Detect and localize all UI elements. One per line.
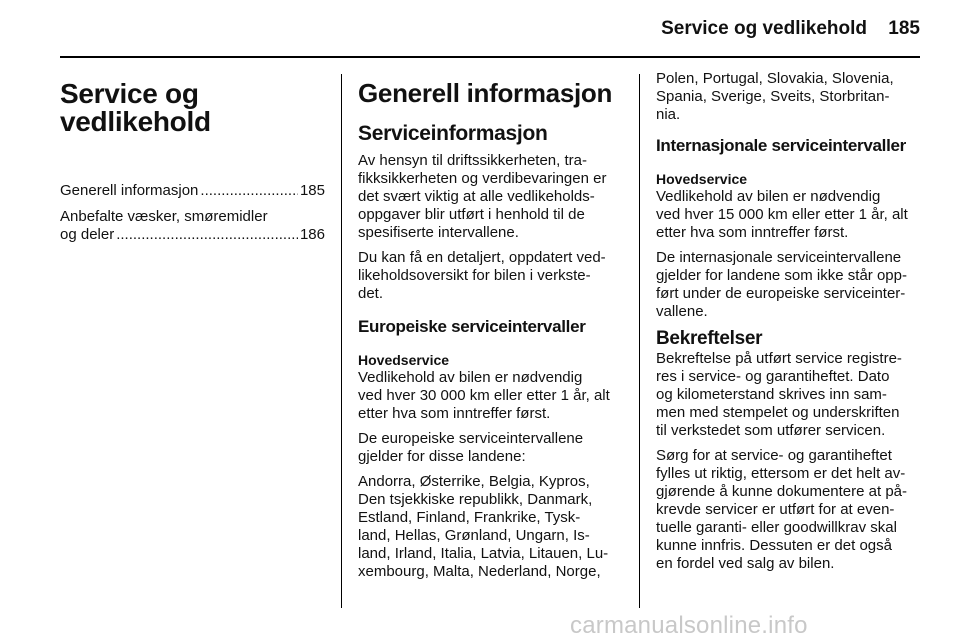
international-intervals-title: Internasjonale serviceintervaller [656, 136, 906, 155]
main-service-label: Hovedservice [358, 352, 450, 368]
toc-label-line-2: og deler [60, 226, 115, 243]
header-rule [60, 56, 920, 58]
running-header-title: Service og vedlikehold [661, 18, 867, 39]
confirmations-title: Bekreftelser [656, 328, 763, 349]
toc-label-line-1: Anbefalte væsker, smøremidler [60, 208, 268, 225]
toc-leader-dots [200, 182, 298, 200]
main-service-label: Hovedservice [656, 171, 748, 187]
subsection-title: Serviceinformasjon [358, 122, 548, 145]
chapter-title-line-1: Service og [60, 78, 199, 109]
paragraph: Av hensyn til driftssikkerheten, tra- fikksikkerheten og verdibevaringen er det svært viktig at alle vedlikeholds- oppgaver blir utført i henhold til de spesifiserte intervallene. [358, 152, 607, 241]
chapter-title-line-2: vedlikehold [60, 106, 211, 137]
page-number: 185 [888, 18, 920, 39]
page-header [0, 0, 960, 40]
toc-entry-general-info[interactable] [60, 182, 325, 200]
toc-label: Generell informasjon [60, 182, 199, 199]
paragraph: Bekreftelse på utført service registre- res i service- og garantiheftet. Dato og kilometerstand skrives inn sam- men med stempelet og underskriften til verkstedet som utfører servicen. [656, 350, 902, 439]
chapter-title [60, 80, 325, 136]
chapter-column [60, 70, 325, 252]
toc-page-number: 186 [299, 226, 325, 243]
toc-leader-dots [116, 226, 298, 244]
column-divider-right [639, 74, 640, 608]
intervals-column [656, 70, 922, 580]
paragraph: De europeiske serviceintervallene gjelder for disse landene: [358, 430, 584, 465]
paragraph: Vedlikehold av bilen er nødvendig ved hver 30 000 km eller etter 1 år, alt etter hva som inntreffer først. [358, 369, 610, 422]
country-list: Andorra, Østerrike, Belgia, Kypros, Den tsjekkiske republikk, Danmark, Estland, Finland, Frankrike, Tysk- land, Hellas, Grønland, Ungarn, Is- land, Irland, Italia, Latvia, Litauen, Lu- xembourg, Malta, Nederland, Norge, [358, 473, 609, 580]
paragraph: Du kan få en detaljert, oppdatert ved- likeholdsoversikt for bilen i verkste- det. [358, 249, 606, 302]
section-title: Generell informasjon [358, 78, 613, 108]
paragraph: De internasjonale serviceintervallene gjelder for landene som ikke står opp- ført under de europeiske serviceinter- vallene. [656, 249, 907, 320]
european-intervals-title: Europeiske serviceintervaller [358, 317, 586, 336]
toc-page-number: 185 [299, 182, 325, 199]
watermark: carmanualsonline.info [570, 612, 808, 639]
paragraph: Sørg for at service- og garantiheftet fylles ut riktig, ettersom er det helt av- gjørende å kunne dokumentere at på- krevde servicer er utført for at even- tuelle garanti- eller goodwillkrav skal kunne innfris. Dessuten er det også en fordel ved salg av bilen. [656, 447, 907, 572]
toc-entry-fluids[interactable] [60, 208, 325, 244]
general-info-column [358, 70, 624, 588]
column-divider-left [341, 74, 342, 608]
paragraph: Vedlikehold av bilen er nødvendig ved hver 15 000 km eller etter 1 år, alt etter hva som inntreffer først. [656, 188, 908, 241]
country-list-continued: Polen, Portugal, Slovakia, Slovenia, Spania, Sverige, Sveits, Storbritan- nia. [656, 70, 894, 123]
table-of-contents [60, 182, 325, 244]
